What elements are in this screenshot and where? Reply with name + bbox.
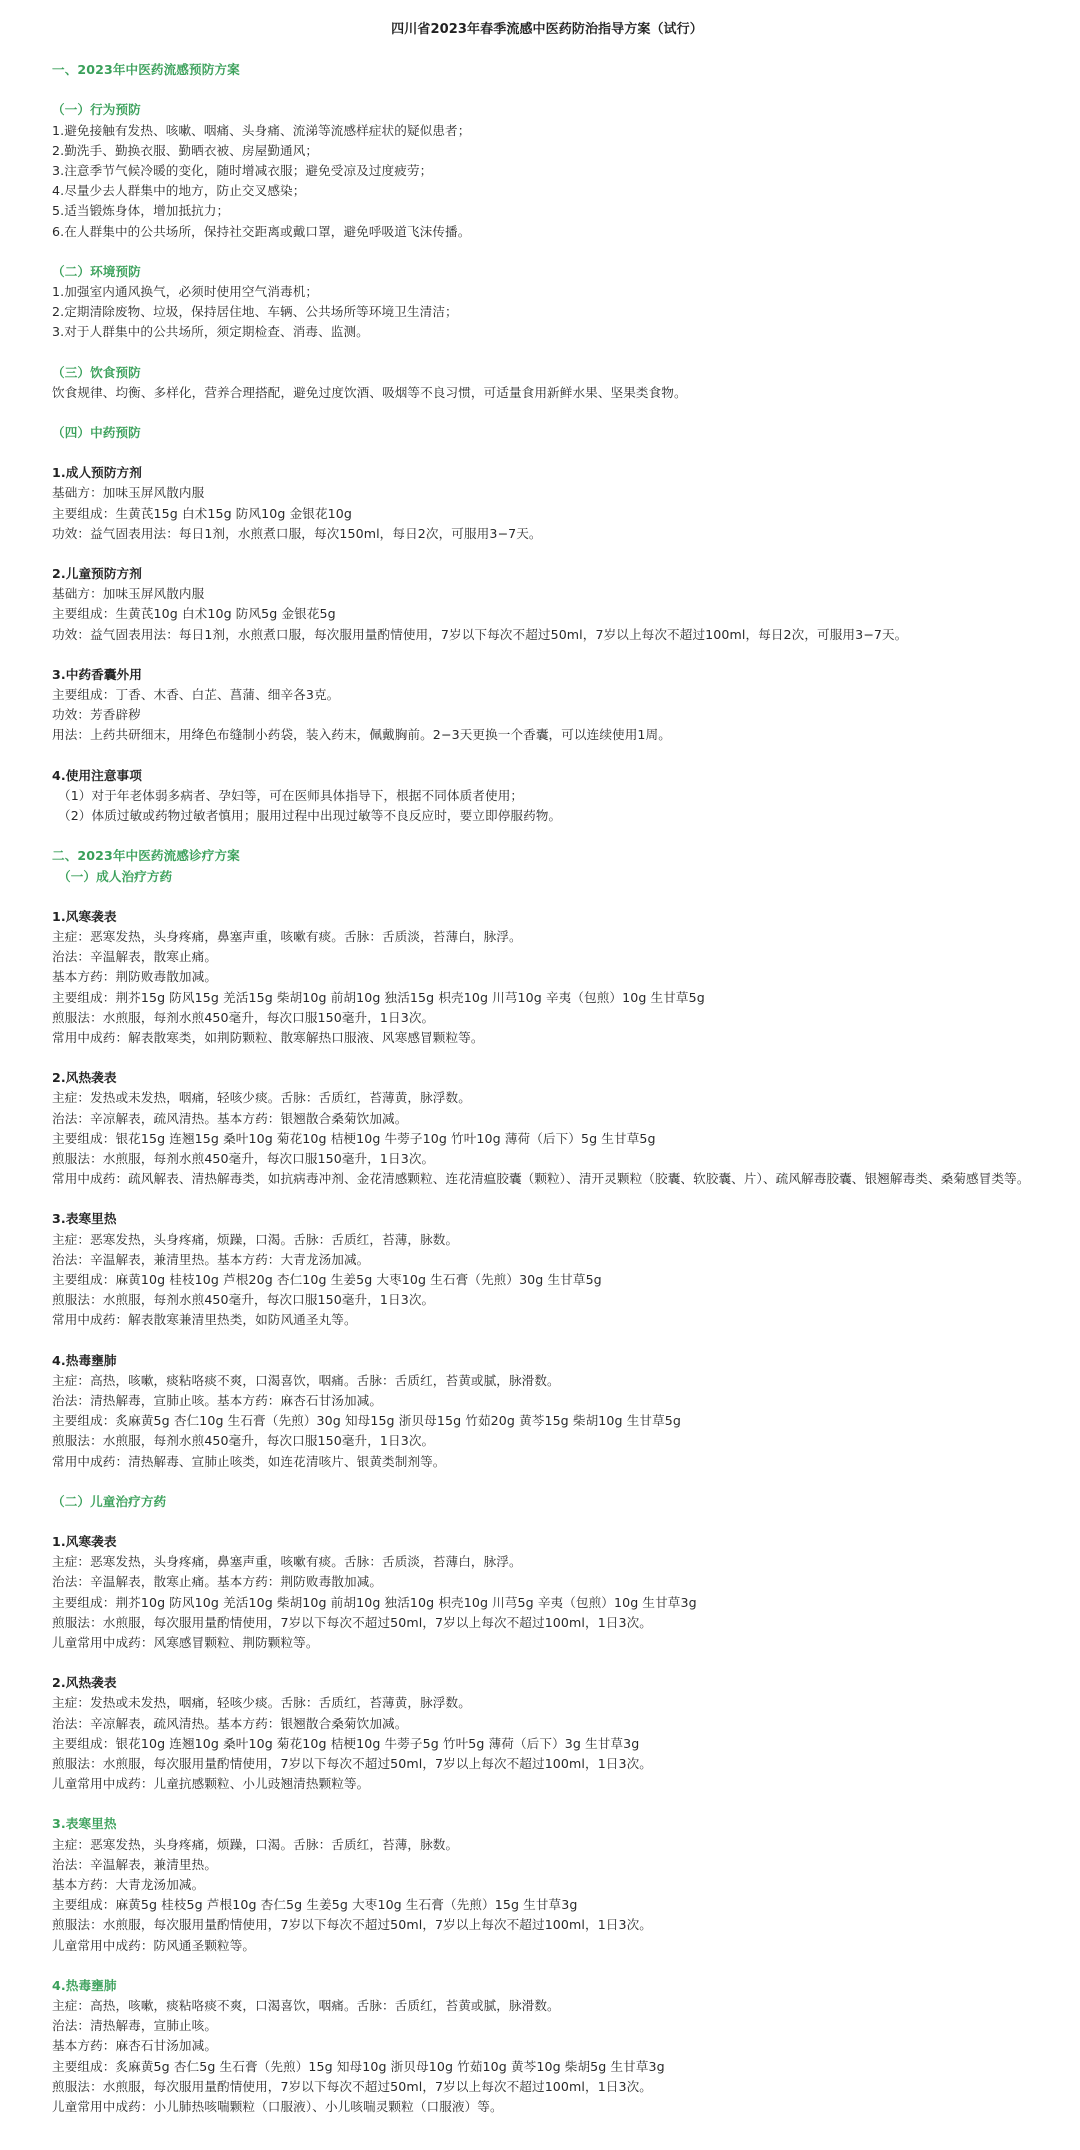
list-item: 煎服法：水煎服，每剂水煎450毫升，每次口服150毫升，1日3次。 [52,1009,435,1025]
list-item: 2.勤洗手、勤换衣服、勤晒衣被、房屋勤通风； [52,142,319,158]
list-item: 1.避免接触有发热、咳嗽、咽痛、头身痛、流涕等流感样症状的疑似患者； [52,122,471,138]
list-item: 基本方药：麻杏石甘汤加减。 [52,2038,218,2054]
list-item: 2.定期清除废物、垃圾，保持居住地、车辆、公共场所等环境卫生清洁； [52,304,458,320]
sachet-title: 3.中药香囊外用 [52,666,142,682]
wrapped-medicine-line: 常用中成药：疏风解表、清热解毒类，如抗病毒冲剂、金花清感颗粒、连花清瘟胶囊（颗粒）、清开灵颗粒（胶囊、软胶囊、片）、疏风解毒胶囊、银翘解毒类、桑菊感冒类等。 [52,1171,1030,1187]
adult-treatment-4-title: 4.热毒壅肺 [52,1352,117,1368]
list-item: 功效：益气固表用法：每日1剂，水煎煮口服，每次服用量酌情使用，7岁以下每次不超过50ml，7岁以上每次不超过100ml，每日2次，可服用3−7天。 [52,626,908,642]
list-item [24,1169,1052,1189]
part1-heading: 一、2023年中医药流感预防方案 [52,62,240,78]
environment-heading: （二）环境预防 [52,263,141,279]
list-item: 主要组成：麻黄10g 桂枝10g 芦根20g 杏仁10g 生姜5g 大枣10g 生石膏（先煎）30g 生甘草5g [52,1271,602,1287]
list-item: 4.尽量少去人群集中的地方，防止交叉感染； [52,183,306,199]
list-item: 儿童常用中成药：儿童抗感颗粒、小儿豉翘清热颗粒等。 [52,1776,370,1792]
child-treatment-2-title: 2.风热袭表 [52,1675,117,1691]
usage-notes-title: 4.使用注意事项 [52,767,142,783]
list-item: 儿童常用中成药：小儿肺热咳喘颗粒（口服液）、小儿咳喘灵颗粒（口服液）等。 [52,2099,503,2115]
list-item: 主要组成：银花10g 连翘10g 桑叶10g 菊花10g 桔梗10g 牛蒡子5g 竹叶5g 薄荷（后下）3g 生甘草3g [52,1735,640,1751]
child-treatment-3-title: 3.表寒里热 [52,1816,117,1832]
list-item: 主症：恶寒发热，头身疼痛，烦躁，口渴。舌脉：舌质红，苔薄，脉数。 [52,1836,459,1852]
adult-treatment-2-title: 2.风热袭表 [52,1070,117,1086]
list-item: 基础方：加味玉屏风散内服 [52,586,205,602]
list-item: 3.对于人群集中的公共场所，须定期检查、消毒、监测。 [52,324,369,340]
list-item: 治法：辛温解表，散寒止痛。 [52,949,218,965]
list-item: 常用中成药：清热解毒、宣肺止咳类，如连花清咳片、银黄类制剂等。 [52,1453,446,1469]
list-item: 主症：恶寒发热，头身疼痛，鼻塞声重，咳嗽有痰。舌脉：舌质淡，苔薄白，脉浮。 [52,928,522,944]
child-treatment-4-title: 4.热毒壅肺 [52,1977,117,1993]
list-item: 主症：高热，咳嗽，痰粘咯痰不爽，口渴喜饮，咽痛。舌脉：舌质红，苔黄或腻，脉滑数。 [52,1372,560,1388]
diet-heading: （三）饮食预防 [52,364,141,380]
list-item: 儿童常用中成药：风寒感冒颗粒、荆防颗粒等。 [52,1635,319,1650]
list-item: 主要组成：荆芥15g 防风15g 羌活15g 柴胡10g 前胡10g 独活15g 枳壳10g 川芎10g 辛夷（包煎）10g 生甘草5g [52,989,705,1005]
list-item: 基础方：加味玉屏风散内服 [52,485,205,501]
behavior-list [52,121,1052,242]
list-item: 主要组成：银花15g 连翘15g 桑叶10g 菊花10g 桔梗10g 牛蒡子10g 竹叶10g 薄荷（后下）5g 生甘草5g [52,1130,656,1146]
adult-treatment-3-title: 3.表寒里热 [52,1211,117,1227]
tcm-prevention-heading: （四）中药预防 [52,425,141,441]
child-prevention-title: 2.儿童预防方剂 [52,566,142,582]
diet-text: 饮食规律、均衡、多样化，营养合理搭配，避免过度饮酒、吸烟等不良习惯，可适量食用新鲜水果、坚果类食物。 [52,384,687,400]
list-item: 儿童常用中成药：防风通圣颗粒等。 [52,1937,256,1953]
list-item: 常用中成药：解表散寒兼清里热类，如防风通圣丸等。 [52,1312,357,1328]
list-item: 治法：辛凉解表，疏风清热。基本方药：银翘散合桑菊饮加减。 [52,1110,408,1126]
child-treatment-1-title: 1.风寒袭表 [52,1533,117,1549]
list-item: 5.适当锻炼身体，增加抵抗力； [52,203,230,219]
document-title: 四川省2023年春季流感中医药防治指导方案（试行） [391,22,703,37]
adult-treatment-1-title: 1.风寒袭表 [52,908,117,924]
list-item: 主要组成：炙麻黄5g 杏仁5g 生石膏（先煎）15g 知母10g 浙贝母10g 竹茹10g 黄芩10g 柴胡5g 生甘草3g [52,2058,665,2074]
list-item: 主症：发热或未发热，咽痛，轻咳少痰。舌脉：舌质红，苔薄黄，脉浮数。 [52,1695,471,1711]
child-treatment-heading: （二）儿童治疗方药 [52,1493,167,1509]
environment-list [52,282,1052,343]
list-item: （2）体质过敏或药物过敏者慎用；服用过程中出现过敏等不良反应时，要立即停服药物。 [58,808,562,824]
adult-treatment-heading: （一）成人治疗方药 [58,868,173,884]
list-item: 基本方药：大青龙汤加减。 [52,1877,205,1893]
list-item: 煎服法：水煎服，每次服用量酌情使用，7岁以下每次不超过50ml，7岁以上每次不超过100ml，1日3次。 [52,1756,653,1772]
list-item: 主要组成：麻黄5g 桂枝5g 芦根10g 杏仁5g 生姜5g 大枣10g 生石膏（先煎）15g 生甘草3g [52,1897,578,1913]
list-item: 常用中成药：解表散寒类，如荆防颗粒、散寒解热口服液、风寒感冒颗粒等。 [52,1029,484,1045]
list-item: 煎服法：水煎服，每次服用量酌情使用，7岁以下每次不超过50ml，7岁以上每次不超过100ml，1日3次。 [52,1614,653,1630]
list-item: 治法：清热解毒，宣肺止咳。 [52,2018,218,2034]
list-item: 治法：清热解毒，宣肺止咳。基本方药：麻杏石甘汤加减。 [52,1392,383,1408]
list-item: 煎服法：水煎服，每剂水煎450毫升，每次口服150毫升，1日3次。 [52,1433,435,1449]
list-item: 煎服法：水煎服，每剂水煎450毫升，每次口服150毫升，1日3次。 [52,1292,435,1308]
list-item: 主症：高热，咳嗽，痰粘咯痰不爽，口渴喜饮，咽痛。舌脉：舌质红，苔黄或腻，脉滑数。 [52,1998,560,2014]
list-item: （1）对于年老体弱多病者、孕妇等，可在医师具体指导下，根据不同体质者使用； [58,787,524,803]
list-item: 用法：上药共研细末，用绛色布缝制小药袋，装入药末，佩戴胸前。2−3天更换一个香囊，可以连续使用1周。 [52,727,671,743]
list-item: 功效：益气固表用法：每日1剂，水煎煮口服，每次150ml，每日2次，可服用3−7天。 [52,525,542,541]
list-item: 3.注意季节气候冷暖的变化，随时增减衣服；避免受凉及过度疲劳； [52,163,433,179]
list-item: 治法：辛温解表，兼清里热。 [52,1856,218,1872]
list-item: 治法：辛凉解表，疏风清热。基本方药：银翘散合桑菊饮加减。 [52,1715,408,1731]
list-item: 煎服法：水煎服，每剂水煎450毫升，每次口服150毫升，1日3次。 [52,1150,435,1166]
list-item: 6.在人群集中的公共场所，保持社交距离或戴口罩，避免呼吸道飞沫传播。 [52,223,471,239]
behavior-heading: （一）行为预防 [52,102,141,118]
list-item: 主要组成：荆芥10g 防风10g 羌活10g 柴胡10g 前胡10g 独活10g 枳壳10g 川芎5g 辛夷（包煎）10g 生甘草3g [52,1594,697,1610]
list-item: 主要组成：丁香、木香、白芷、菖蒲、细辛各3克。 [52,687,340,703]
list-item: 煎服法：水煎服，每次服用量酌情使用，7岁以下每次不超过50ml，7岁以上每次不超过100ml，1日3次。 [52,2078,653,2094]
list-item: 主要组成：炙麻黄5g 杏仁10g 生石膏（先煎）30g 知母15g 浙贝母15g 竹茹20g 黄芩15g 柴胡10g 生甘草5g [52,1413,681,1429]
list-item: 1.加强室内通风换气，必须时使用空气消毒机； [52,284,319,300]
list-item: 治法：辛温解表，散寒止痛。基本方药：荆防败毒散加减。 [52,1574,383,1590]
list-item: 主症：恶寒发热，头身疼痛，鼻塞声重，咳嗽有痰。舌脉：舌质淡，苔薄白，脉浮。 [52,1554,522,1570]
list-item: 主要组成：生黄芪15g 白术15g 防风10g 金银花10g [52,505,352,521]
adult-prevention-title: 1.成人预防方剂 [52,465,142,481]
list-item: 治法：辛温解表，兼清里热。基本方药：大青龙汤加减。 [52,1251,370,1267]
list-item: 基本方药：荆防败毒散加减。 [52,969,218,985]
list-item: 功效：芳香辟秽 [52,707,141,723]
list-item: 煎服法：水煎服，每次服用量酌情使用，7岁以下每次不超过50ml，7岁以上每次不超过100ml，1日3次。 [52,1917,653,1933]
part2-heading: 二、2023年中医药流感诊疗方案 [52,848,240,864]
list-item: 主症：发热或未发热，咽痛，轻咳少痰。舌脉：舌质红，苔薄黄，脉浮数。 [52,1090,471,1106]
list-item: 主症：恶寒发热，头身疼痛，烦躁，口渴。舌脉：舌质红，苔薄，脉数。 [52,1231,459,1247]
list-item: 主要组成：生黄芪10g 白术10g 防风5g 金银花5g [52,606,336,622]
